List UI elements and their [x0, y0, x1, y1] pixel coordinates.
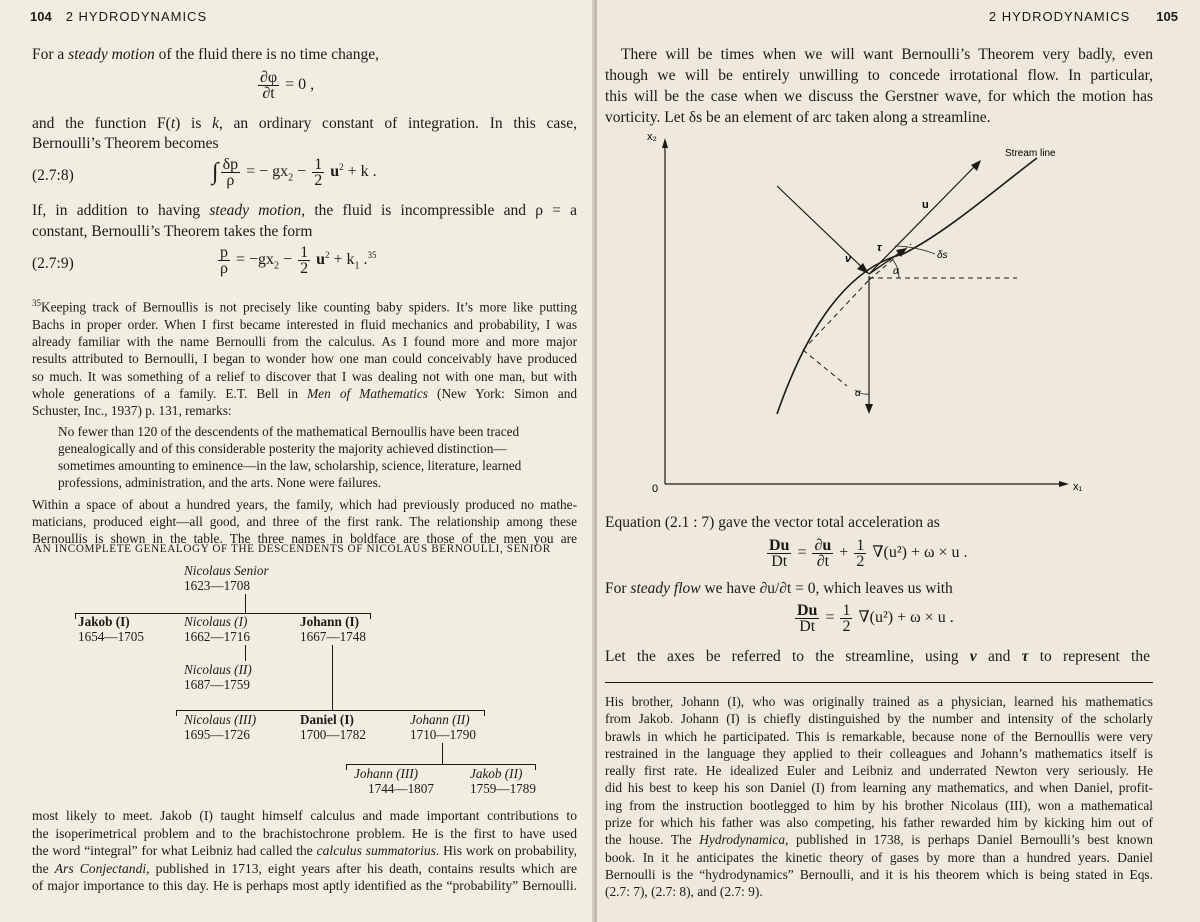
person-nicolaus-senior: Nicolaus Senior 1623—1708	[184, 563, 269, 593]
streamline-figure	[617, 128, 1177, 504]
person-daniel-i: Daniel (I) 1700—1782	[300, 712, 366, 742]
normal-vector-nu	[777, 186, 869, 274]
person-johann-ii: Johann (II) 1710—1790	[410, 712, 476, 742]
person-johann-iii: Johann (III) 1744—1807	[354, 766, 434, 796]
alpha-label-lower: α	[855, 388, 861, 399]
eq-time-derivative: $\frac{\partial\varphi}{\partial t}$ = 0 ,	[260, 69, 315, 102]
eq-2-7-9-label: (2.7:9)	[32, 255, 74, 272]
person-johann-i: Johann (I) 1667—1748	[300, 614, 366, 644]
right-section-title: 2 HYDRODYNAMICS	[988, 9, 1131, 24]
tree-connector	[370, 613, 371, 619]
incompressible-line2: constant, Bernoulli’s Theorem takes the form	[32, 223, 313, 240]
steady-flow-line: For steady flow we have ∂u/∂t = 0, which leaves us with	[605, 580, 953, 597]
person-nicolaus-i: Nicolaus (I) 1662—1716	[184, 614, 250, 644]
tree-connector	[346, 764, 536, 765]
nu-label: ν	[845, 253, 852, 265]
tree-connector	[176, 710, 177, 716]
tree-connector	[442, 743, 443, 765]
ds-label: δs	[937, 250, 948, 261]
tree-connector	[332, 645, 333, 711]
accel-intro: Equation (2.1 : 7) gave the vector total acceleration as	[605, 514, 940, 531]
streamline-label: Stream line	[1005, 148, 1056, 159]
incompressible-line1: If, in addition to having steady motion, the fluid is incompressible and ρ = a	[32, 202, 578, 219]
footnote-marker-35: 35	[367, 249, 377, 260]
person-jakob-ii: Jakob (II) 1759—1789	[470, 766, 536, 796]
tree-connector	[176, 710, 485, 711]
footnote-35-continued: most likely to meet. Jakob (I) taught himself calculus and made important contributions to the isoperimetrical problem and to the brachistochrone problem. He is the first to have used the word “integral” for what Leibniz had called the calculus summatorius. His work on probability, the Ars Conjectandi, published in 1713, eight years after his death, contains results which are of major importance to this day. He is perhaps most aptly identified as the “probability” Bernoulli.	[32, 808, 578, 894]
dashed-normal	[803, 350, 847, 386]
tree-connector	[484, 710, 485, 716]
tree-connector	[245, 594, 246, 614]
axes-referral-line: Let the axes be referred to the streamline, using ν and τ to represent the	[605, 648, 1150, 665]
genealogy-table-title: AN INCOMPLETE GENEALOGY OF THE DESCENDENTS OF NICOLAUS BERNOULLI, SENIOR	[34, 543, 551, 555]
alpha-label-upper: α	[893, 266, 899, 277]
person-nicolaus-ii: Nicolaus (II) 1687—1759	[184, 662, 252, 692]
eq-steady-acceleration: $\frac{Du}{Dt}$ = $\frac{1}{2}$ ∇(u²) + ω × u .	[797, 602, 954, 635]
velocity-vector-u	[869, 164, 977, 274]
left-page-number: 104	[30, 9, 52, 24]
streamline-curve	[777, 158, 1037, 414]
x-axis-label: x₁	[1073, 481, 1083, 493]
steady-motion-intro: For a steady motion of the fluid there is no time change,	[32, 46, 379, 63]
right-page	[597, 0, 1200, 922]
eq-2-7-8-label: (2.7:8)	[32, 167, 74, 184]
gerstner-paragraph: There will be times when we will want Bernoulli’s Theorem very badly, even though we will be entirely unwilling to concede irrotational flow. In particular, this will be the case when we discuss the Gerstner wave, for which the motion has vorticity. Let δs be an element of arc taken along a streamline.	[605, 46, 1153, 126]
u-label: u	[922, 199, 929, 211]
eq-total-acceleration: $\frac{Du}{Dt}$ = $\frac{\partial u}{\partial t}$ + $\frac{1}{2}$ ∇(u²) + ω × u .	[769, 537, 968, 570]
y-axis-label: x₂	[647, 131, 657, 143]
tree-connector	[245, 645, 246, 661]
gravity-arrowhead	[865, 404, 873, 414]
right-running-head	[989, 9, 1178, 24]
footnote-separator	[605, 682, 1153, 683]
person-jakob-i: Jakob (I) 1654—1705	[78, 614, 144, 644]
y-axis-arrow	[662, 138, 668, 148]
footnote-35: $^{35}$Keeping track of Bernoullis is not precisely like counting baby spiders. It’s more like putting Bachs in proper order. When I first became interested in fluid mechanics and probability, I was already familiar with the name Bernoulli from the calculus. As I found more and more major results attributed to Bernoulli, I began to wonder how one man could conceivably have produced so much. It was something of a relief to discover that I was dealing not with one man, but with whole generations of a family. E.T. Bell in Men of Mathematics (New York: Simon and Schuster, Inc., 1937) p. 131, remarks: No fewer than 120 of the descendents of the mathematical Bernoullis have been traced genealogically and of this considerable posterity the majority achieved distinction— sometimes amounting to eminence—in the law, scholarship, science, literature, learned professions, administration, and the arts. None were failures. Within a space of about a hundred years, the family, which had previously produced no mathe- maticians, produced eight—all good, and three of the first rank. The relationship among these Bernoullis is shown in the table. The three names in boldface are those of the men you are	[32, 298, 577, 547]
eq-2-7-9: $\frac{p}{\rho}$ = $-gx_2$ − $\frac{1}{2}$ $u^2 + k_1$ .$^{35}$	[220, 244, 377, 277]
bell-quote: No fewer than 120 of the descendents of the mathematical Bernoullis have been traced genealogically and of this considerable posterity the majority achieved distinction— sometimes amounting to eminence—in the law, scholarship, science, literature, learned professions, administration, and the arts. None were failures.	[58, 423, 522, 491]
tree-connector	[346, 764, 347, 770]
tau-label: τ	[877, 242, 882, 254]
left-page	[0, 0, 594, 922]
function-paragraph-line1: and the function F(t) is k, an ordinary constant of integration. In this case,	[32, 115, 577, 132]
left-section-title: 2 HYDRODYNAMICS	[65, 9, 208, 24]
left-running-head	[30, 9, 207, 24]
origin-label: 0	[652, 483, 659, 495]
person-nicolaus-iii: Nicolaus (III) 1695—1726	[184, 712, 257, 742]
right-page-number: 105	[1156, 9, 1178, 24]
eq-2-7-8: ∫ $\frac{\delta p}{\rho}$ = − $gx_2$ − $\frac{1}{2}$ $u^2 + k$ .	[212, 156, 377, 189]
dashed-tangent	[803, 280, 869, 350]
x-axis-arrow	[1059, 481, 1069, 487]
function-paragraph-line2: Bernoulli’s Theorem becomes	[32, 135, 219, 152]
tree-connector	[75, 613, 76, 619]
footnote-johann: His brother, Johann (I), who was originally trained as a physician, learned his mathematics from Jakob. Johann (I) is chiefly distinguished by the number and intensity of the scholarly brawls in which he participated. This is remarkable, because none of the Bernoullis were very restrained in the language they applied to their colleagues and Johann’s mathematics itself is really first rate. He idealized Euler and Leibniz and underrated Newton very seriously. He did his best to keep his son Daniel (I) from learning any mathematics, and when Daniel, profit- ing from the instruction bootlegged to him by his brother Nicolaus (III), won a mathematical prize for which his father was also competing, his father rewarded him by kicking him out of the house. The Hydrodynamica, published in 1738, is perhaps Daniel Bernoulli’s best known book. In it he anticipates the kinetic theory of gases by more than a hundred years. Daniel Bernoulli is the “hydrodynamics” Bernoulli, and it is his theorem which is being stated in Eqs. (2.7: 7), (2.7: 8), and (2.7: 9).	[605, 694, 1153, 900]
